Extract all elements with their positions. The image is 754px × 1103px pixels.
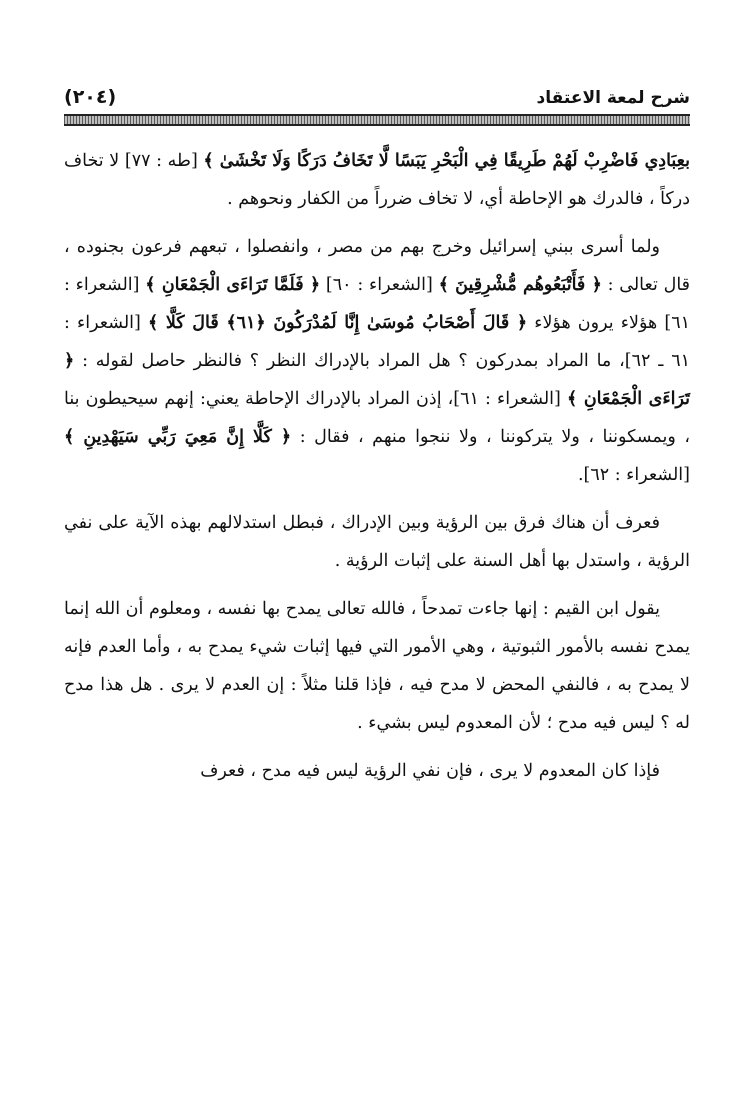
paragraph [64, 228, 690, 494]
quran-verse: ﴿ كَلَّا إِنَّ مَعِيَ رَبِّي سَيَهْدِينِ ﴾ [64, 427, 292, 447]
paragraph-text: [الشعراء : ٦١ ـ ٦٢]، ما المراد بمدركون ؟ هل المراد بالإدراك النظر ؟ فالنظر حاصل لقوله : [64, 313, 690, 371]
paragraph-text: [الشعراء : ٦١]، إذن المراد بالإدراك الإحاطة يعني: إنهم سيحيطون بنا ، ويمسكوننا ، ولا يتركوننا ، ولا ننجوا منهم ، فقال : [64, 389, 690, 447]
paragraph [64, 752, 690, 790]
paragraph [64, 142, 690, 218]
paragraph-text: يقول ابن القيم : إنها جاءت تمدحاً ، فالله تعالى يمدح بها نفسه ، ومعلوم أن الله إنما يمدح نفسه بالأمور الثبوتية ، وهي الأمور التي فيها إثبات شيء يمدح به ، وأما العدم فإنه لا يمدح به ، فالنفي المحض لا مدح فيه ، فإذا قلنا مثلاً : إن العدم لا يرى . هل هذا مدح له ؟ ليس فيه مدح ؛ لأن المعدوم ليس بشيء . [64, 599, 690, 733]
header-title: شرح لمعة الاعتقاد [536, 88, 690, 108]
paragraph-text: [الشعراء : ٦٠] [320, 275, 439, 295]
paragraph-text: فإذا كان المعدوم لا يرى ، فإن نفي الرؤية ليس فيه مدح ، فعرف [200, 761, 660, 781]
quran-verse: ﴿ قَالَ أَصْحَابُ مُوسَىٰ إِنَّا لَمُدْرَكُونَ ﴿٦١﴾ قَالَ كَلَّا ﴾ [147, 313, 528, 333]
running-header [64, 80, 690, 108]
paragraph-text: فعرف أن هناك فرق بين الرؤية وبين الإدراك ، فبطل استدلالهم بهذه الآية على نفي الرؤية ، واستدل بها أهل السنة على إثبات الرؤية . [64, 513, 690, 571]
book-page [64, 80, 690, 800]
quran-verse: ﴿ فَلَمَّا تَرَاءَى الْجَمْعَانِ ﴾ [145, 275, 321, 295]
paragraph-text: ولما أسرى ببني إسرائيل وخرج بهم من مصر ، وانفصلوا ، تبعهم فرعون بجنوده ، قال تعالى : [64, 237, 691, 295]
paragraph [64, 590, 690, 742]
paragraph [64, 504, 690, 580]
quran-verse: بعِبَادِي فَاضْرِبْ لَهُمْ طَرِيقًا فِي الْبَحْرِ يَبَسًا لَّا تَخَافُ دَرَكًا وَلَا تَخْشَىٰ ﴾ [203, 151, 690, 171]
header-rule [64, 114, 690, 126]
quran-verse: ﴿ فَأَتْبَعُوهُم مُّشْرِقِينَ ﴾ [438, 275, 602, 295]
page-number: (٢٠٤) [64, 86, 117, 108]
paragraph-text: [الشعراء : ٦١] هؤلاء يرون هؤلاء [64, 275, 690, 333]
paragraph-text: [الشعراء : ٦٢]. [577, 465, 690, 485]
body-text [64, 142, 690, 790]
paragraph-text: [طه : ٧٧] لا تخاف دركاً ، فالدرك هو الإحاطة أي، لا تخاف ضرراً من الكفار ونحوهم . [64, 151, 690, 209]
quran-verse: ﴿ تَرَاءَى الْجَمْعَانِ ﴾ [64, 351, 690, 409]
